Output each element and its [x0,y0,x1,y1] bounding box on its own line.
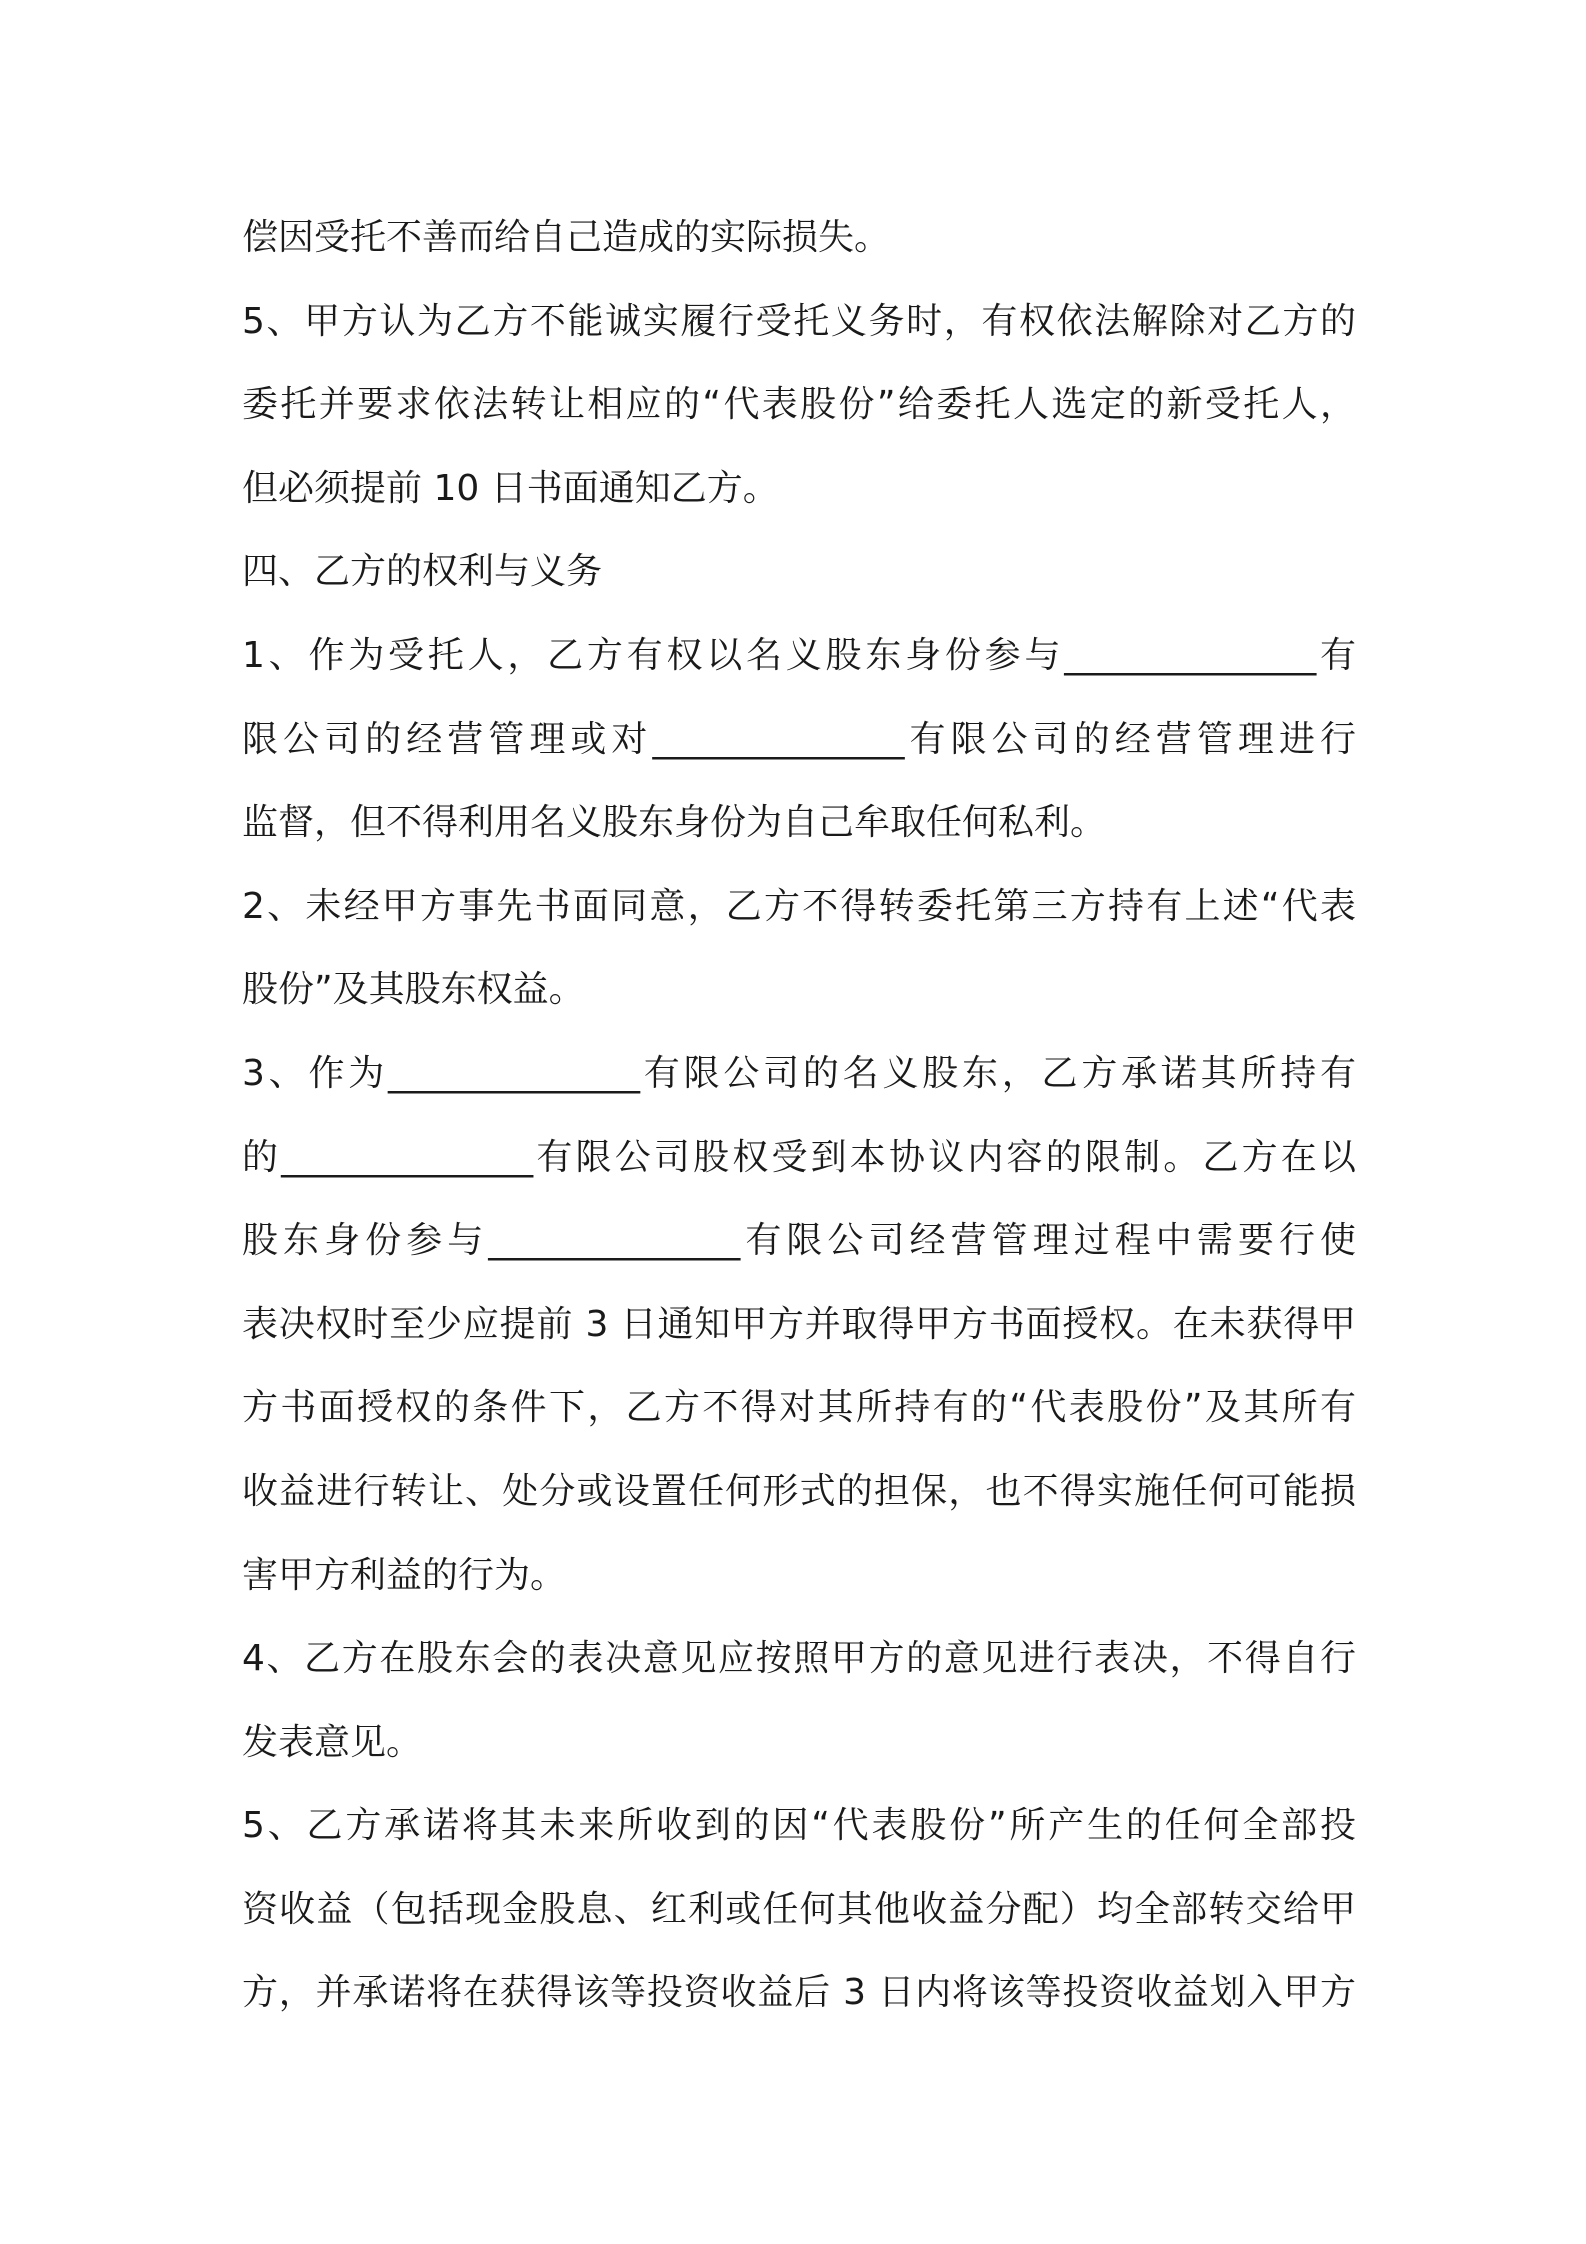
section-heading: 四、乙方的权利与义务 [242,551,603,593]
text-line-4: 但必须提前 10 日书面通知乙方。 [242,467,779,509]
text-line-20: 5、乙方承诺将其未来所收到的因“代表股份”所产生的任何全部投 [242,1805,1356,1847]
text-line-1: 偿因受托不善而给自己造成的实际损失。 [242,217,891,258]
text-line-7: 限公司的经营管理或对______________有限公司的经营管理进行 [242,718,1356,760]
text-line-10: 股份”及其股东权益。 [242,969,585,1011]
text-line-6: 1、作为受托人，乙方有权以名义股东身份参与______________有 [242,634,1356,676]
text-line-14: 表决权时至少应提前 3 日通知甲方并取得甲方书面授权。在未获得甲 [242,1303,1356,1345]
document-body [242,196,1356,2035]
text-line-9: 2、未经甲方事先书面同意，乙方不得转委托第三方持有上述“代表 [242,885,1356,927]
text-line-18: 4、乙方在股东会的表决意见应按照甲方的意见进行表决，不得自行 [242,1638,1356,1680]
text-line-13: 股东身份参与______________有限公司经营管理过程中需要行使 [242,1220,1356,1262]
text-line-15: 方书面授权的条件下，乙方不得对其所持有的“代表股份”及其所有 [242,1387,1356,1429]
text-line-8: 监督，但不得利用名义股东身份为自己牟取任何私利。 [242,802,1107,844]
text-line-11: 3、作为______________有限公司的名义股东，乙方承诺其所持有 [242,1052,1356,1094]
text-line-21: 资收益（包括现金股息、红利或任何其他收益分配）均全部转交给甲 [242,1888,1356,1930]
text-line-16: 收益进行转让、处分或设置任何形式的担保，也不得实施任何可能损 [242,1470,1356,1512]
text-line-3: 委托并要求依法转让相应的“代表股份”给委托人选定的新受托人， [242,384,1356,426]
text-line-12: 的______________有限公司股权受到本协议内容的限制。乙方在以 [242,1136,1356,1178]
text-line-2: 5、甲方认为乙方不能诚实履行受托义务时，有权依法解除对乙方的 [242,300,1356,342]
text-line-19: 发表意见。 [242,1721,423,1763]
text-line-22: 方，并承诺将在获得该等投资收益后 3 日内将该等投资收益划入甲方 [242,1972,1356,2014]
text-line-17: 害甲方利益的行为。 [242,1554,567,1596]
